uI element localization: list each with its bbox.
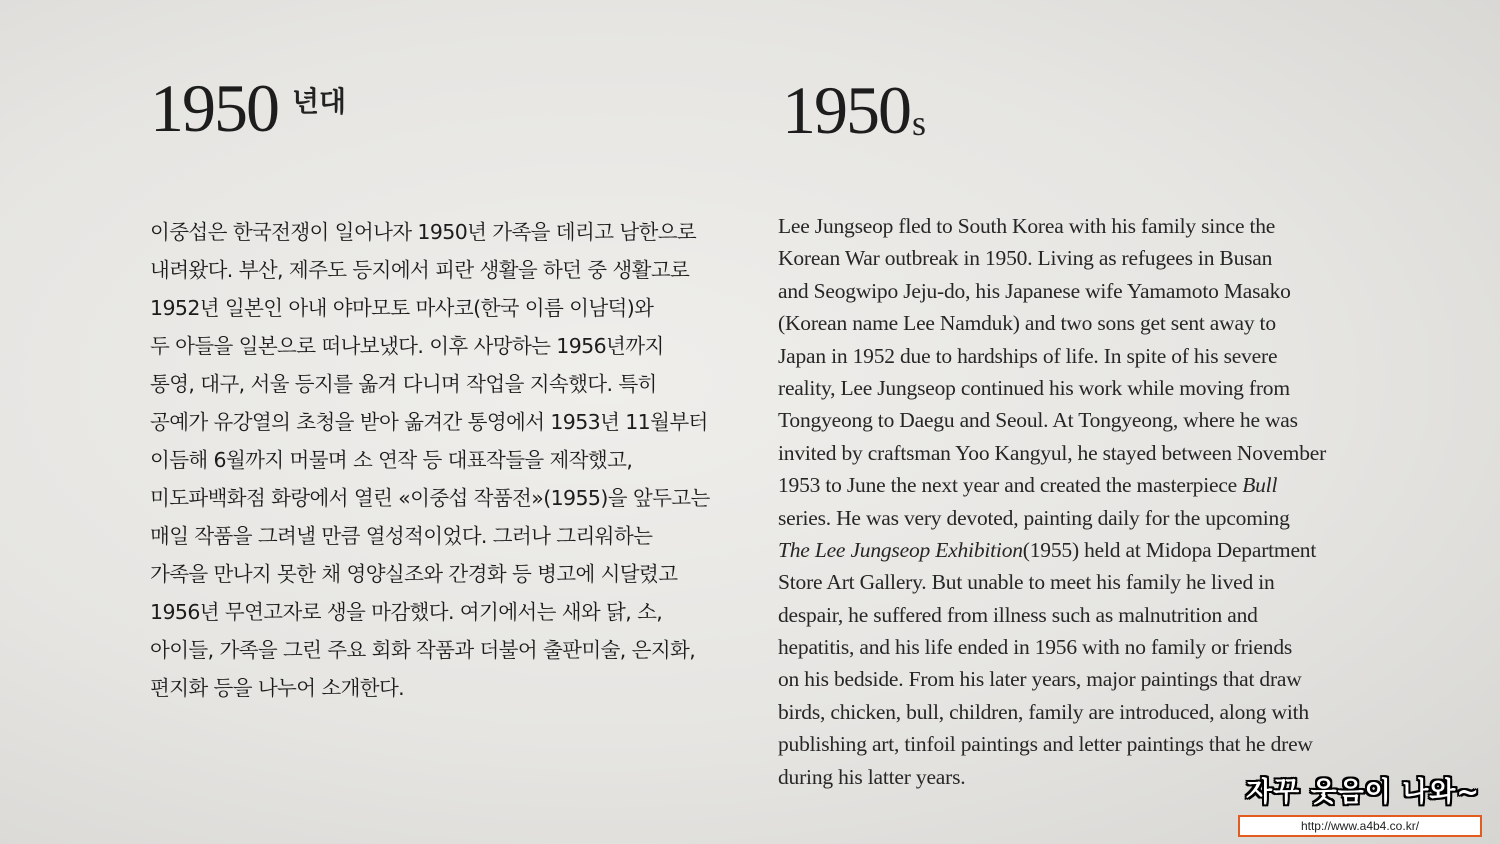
english-line: series. He was very devoted, painting daily for the upcoming — [778, 505, 1290, 530]
korean-line: 이듬해 6월까지 머물며 소 연작 등 대표작들을 제작했고, — [150, 448, 633, 472]
english-line: Lee Jungseop fled to South Korea with his family since the — [778, 214, 1276, 238]
italic-title-exhibition: The Lee Jungseop Exhibition — [778, 537, 1023, 562]
watermark-text: 자꾸 웃음이 나와~ — [1246, 777, 1480, 808]
korean-title-year: 1950 — [150, 70, 278, 146]
korean-paragraph — [150, 213, 750, 707]
korean-line: 통영, 대구, 서울 등지를 옮겨 다니며 작업을 지속했다. 특히 — [150, 372, 657, 396]
english-title — [782, 72, 926, 148]
english-line: reality, Lee Jungseop continued his work while moving from — [778, 375, 1290, 400]
korean-line: 가족을 만나지 못한 채 영양실조와 간경화 등 병고에 시달렸고 — [150, 562, 678, 586]
english-line: publishing art, tinfoil paintings and letter paintings that he drew — [778, 732, 1313, 757]
korean-line: 아이들, 가족을 그린 주요 회화 작품과 더불어 출판미술, 은지화, — [150, 638, 696, 662]
english-line: hepatitis, and his life ended in 1956 with no family or friends — [778, 635, 1293, 660]
english-line: Store Art Gallery. But unable to meet his family he lived in — [778, 570, 1275, 595]
english-line-text: 1953 to June the next year and created the masterpiece — [778, 473, 1238, 498]
korean-line: 공예가 유강열의 초청을 받아 옮겨간 통영에서 1953년 11월부터 — [150, 410, 708, 434]
english-line: birds, chicken, bull, children, family are introduced, along with — [778, 699, 1309, 724]
english-line: Japan in 1952 due to hardships of life. In spite of his severe — [778, 343, 1278, 368]
english-line: invited by craftsman Yoo Kangyul, he stayed between November — [778, 440, 1327, 465]
italic-title-bull: Bull — [1242, 473, 1278, 498]
english-line: and Seogwipo Jeju-do, his Japanese wife Yamamoto Masako — [778, 278, 1291, 303]
english-line: (Korean name Lee Namduk) and two sons get sent away to — [778, 311, 1276, 336]
english-line — [778, 534, 1378, 566]
english-line: during his latter years. — [778, 764, 966, 789]
korean-line: 1956년 무연고자로 생을 마감했다. 여기에서는 새와 닭, 소, — [150, 600, 663, 624]
korean-line: 이중섭은 한국전쟁이 일어나자 1950년 가족을 데리고 남한으로 — [150, 220, 697, 244]
english-line — [778, 469, 1378, 501]
korean-line: 1952년 일본인 아내 야마모토 마사코(한국 이름 이남덕)와 — [150, 296, 654, 320]
english-line-text: (1955) held at Midopa Department — [1022, 537, 1317, 562]
english-line: on his bedside. From his later years, major paintings that draw — [778, 667, 1302, 692]
korean-title — [150, 70, 346, 146]
korean-line: 두 아들을 일본으로 떠나보냈다. 이후 사망하는 1956년까지 — [150, 334, 664, 358]
english-title-year: 1950 — [782, 72, 910, 148]
korean-title-suffix: 년대 — [292, 85, 347, 118]
korean-line: 편지화 등을 나누어 소개한다. — [150, 676, 405, 700]
english-line: Tongyeong to Daegu and Seoul. At Tongyeong, where he was — [778, 408, 1298, 433]
watermark — [1238, 770, 1484, 837]
english-title-suffix: s — [912, 103, 927, 143]
korean-line: 내려왔다. 부산, 제주도 등지에서 피란 생활을 하던 중 생활고로 — [150, 258, 690, 282]
english-line: Korean War outbreak in 1950. Living as refugees in Busan — [778, 246, 1273, 271]
watermark-url: http://www.a4b4.co.kr/ — [1238, 815, 1482, 837]
korean-line: 매일 작품을 그려낼 만큼 열성적이었다. 그러나 그리워하는 — [150, 524, 653, 548]
korean-line: 미도파백화점 화랑에서 열린 «이중섭 작품전»(1955)을 앞두고는 — [150, 486, 710, 510]
english-line: despair, he suffered from illness such as malnutrition and — [778, 602, 1258, 627]
english-paragraph — [778, 210, 1378, 793]
